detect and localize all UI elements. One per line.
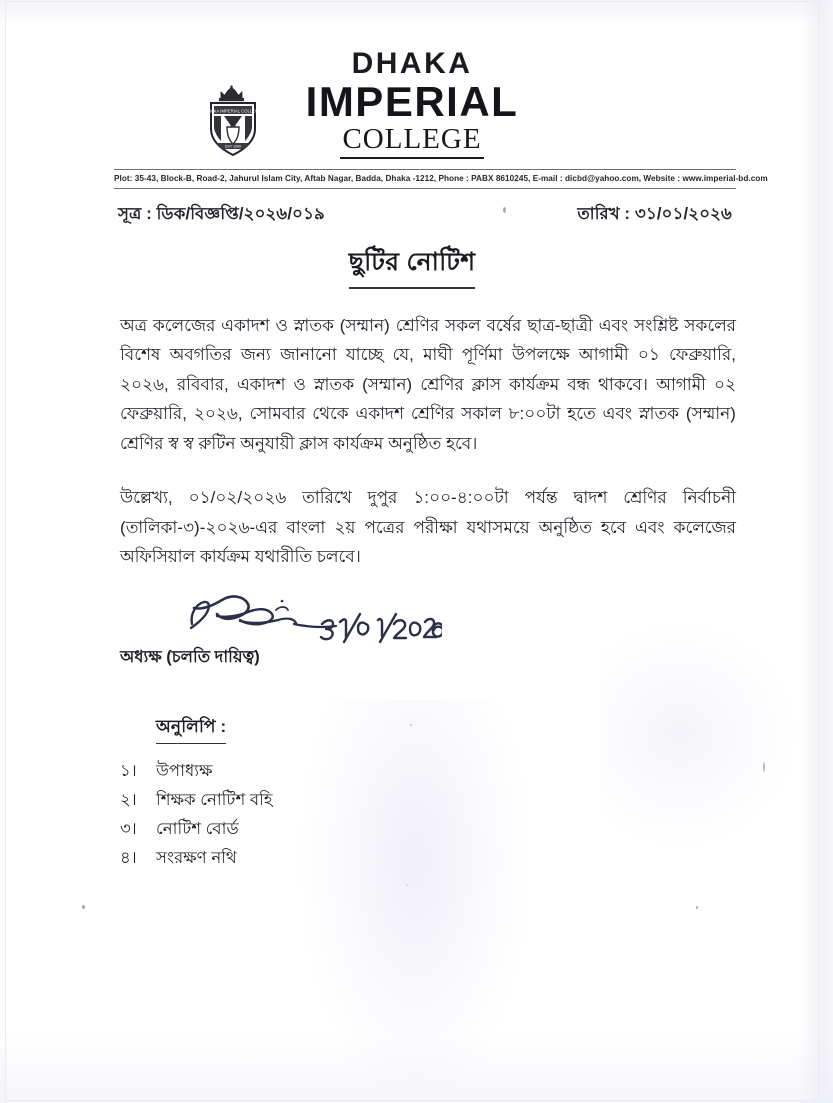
copy-item-number: ৩। xyxy=(120,819,137,838)
reference-date-row xyxy=(118,201,732,228)
list-item xyxy=(120,787,520,813)
header-rule-bottom xyxy=(114,188,736,189)
scan-speck xyxy=(763,762,765,772)
copy-item-number: ১। xyxy=(120,761,137,780)
paper-sheet xyxy=(6,2,818,1100)
college-name-line-1: DHAKA xyxy=(351,47,473,80)
list-item xyxy=(120,845,520,871)
svg-text:DHAKA IMPERIAL COLLEGE: DHAKA IMPERIAL COLLEGE xyxy=(205,108,261,114)
scan-speck xyxy=(696,906,698,909)
copy-item-number: ৪। xyxy=(120,848,137,867)
notice-date: তারিখ : ৩১/০১/২০২৬ xyxy=(577,205,732,223)
notice-title xyxy=(6,242,818,289)
notice-title-text: ছুটির নোটিশ xyxy=(349,242,476,289)
copy-item-label: সংরক্ষণ নথি xyxy=(156,848,237,867)
scan-speck xyxy=(406,884,408,886)
notice-body xyxy=(120,294,736,589)
svg-text:EST 1999: EST 1999 xyxy=(225,144,241,149)
copy-item-number: ২। xyxy=(120,790,137,809)
copy-distribution-block xyxy=(120,714,520,874)
signatory-designation: অধ্যক্ষ (চলতি দায়িত্ব) xyxy=(120,648,260,666)
body-paragraph-2: উল্লেখ্য, ০১/০২/২০২৬ তারিখে দুপুর ১:০০-৪:০০টা পর্যন্ত দ্বাদশ শ্রেণির নির্বাচনী (তালিকা-৩)-২০২৬-এর বাংলা ২য় পত্রের পরীক্ষা যথাসময়ে অনুষ্ঠিত হবে এবং কলেজের অফিসিয়াল কার্যক্রম যথারীতি চলবে। xyxy=(120,488,736,567)
copy-list-heading: অনুলিপি : xyxy=(156,714,226,744)
header-rule-top xyxy=(114,169,736,170)
college-address-line: Plot: 35-43, Block-B, Road-2, Jahurul Islam City, Aftab Nagar, Badda, Dhaka -1212, Phone : PABX 8610245, E-mail : dicbd@yahoo.com, Website : www.imperial-bd.com xyxy=(114,174,768,183)
copy-list xyxy=(120,758,520,871)
college-name-block xyxy=(6,48,818,159)
scan-speck xyxy=(82,905,85,909)
body-paragraph-1: অত্র কলেজের একাদশ ও স্নাতক (সম্মান) শ্রেণির সকল বর্ষের ছাত্র-ছাত্রী এবং সংশ্লিষ্ট সকলের বিশেষ অবগতির জন্য জানানো যাচ্ছে যে, মাঘী পূর্ণিমা উপলক্ষে আগামী ০১ ফেব্রুয়ারি, ২০২৬, রবিবার, একাদশ ও স্নাতক (সম্মান) শ্রেণির ক্লাস কার্যক্রম বন্ধ থাকবে। আগামী ০২ ফেব্রুয়ারি, ২০২৬, সোমবার থেকে একাদশ শ্রেণির সকাল ৮:০০টা হতে এবং স্নাতক (সম্মান) শ্রেণির স্ব স্ব রুটিন অনুযায়ী ক্লাস কার্যক্রম অনুষ্ঠিত হবে। xyxy=(120,315,736,453)
college-name-line-2: IMPERIAL xyxy=(305,77,519,125)
signature-block xyxy=(120,588,480,666)
letterhead xyxy=(6,48,818,168)
list-item xyxy=(120,816,520,842)
college-name-line-3: COLLEGE xyxy=(342,123,482,156)
handwritten-signature-icon xyxy=(182,588,442,646)
list-item xyxy=(120,758,520,784)
copy-item-label: নোটিশ বোর্ড xyxy=(156,819,239,838)
reference-number: সূত্র : ডিক/বিজ্ঞপ্তি/২০২৬/০১৯ xyxy=(118,205,325,223)
copy-item-label: শিক্ষক নোটিশ বহি xyxy=(156,790,273,809)
copy-item-label: উপাধ্যক্ষ xyxy=(156,761,213,780)
college-name-line-3-wrap xyxy=(340,124,483,158)
